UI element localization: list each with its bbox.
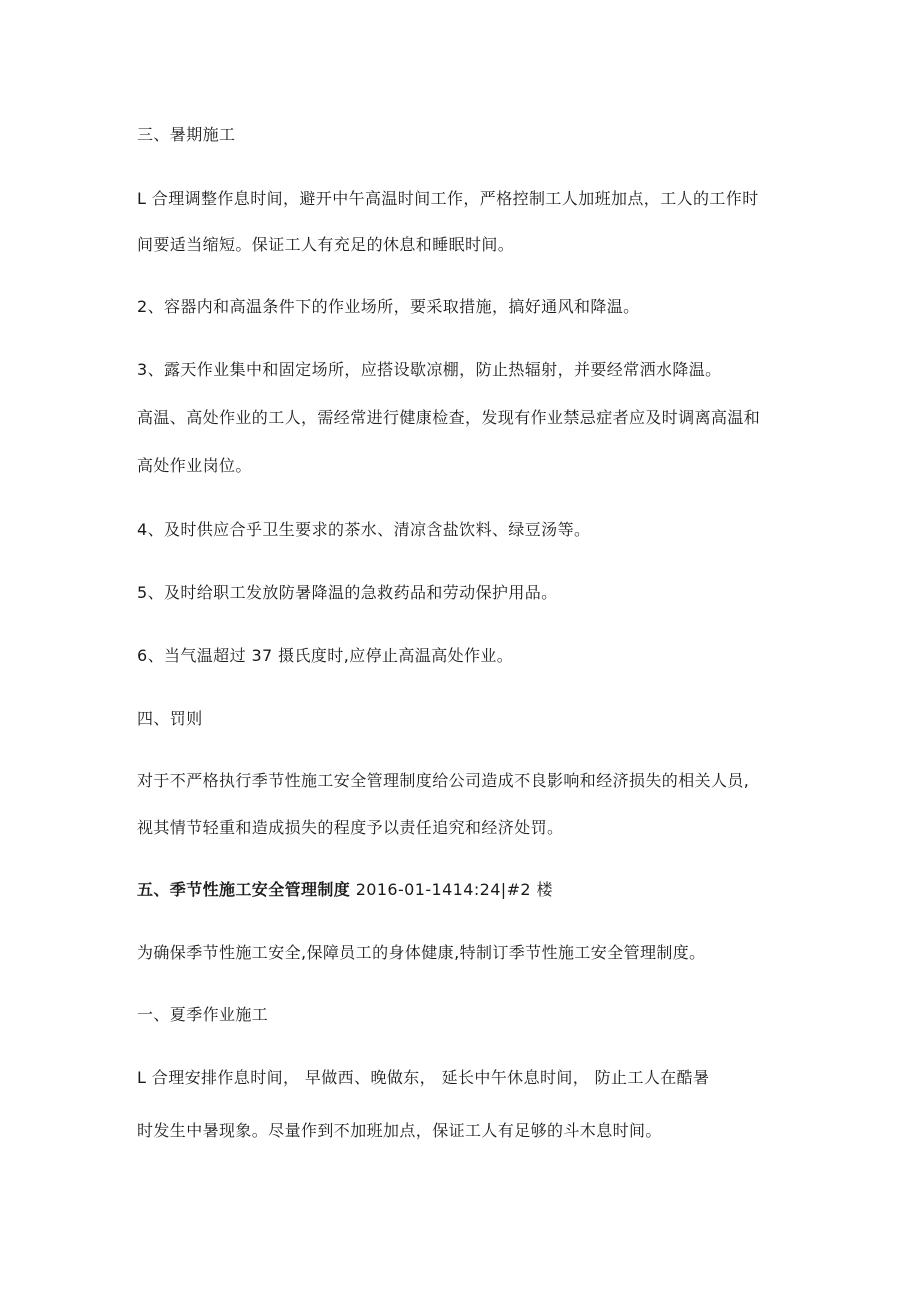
section-heading-penalties: 四、罚则 — [137, 709, 203, 728]
list-item-3: 3、露天作业集中和固定场所，应搭设歇凉棚，防止热辐射，并要经常洒水降温。 — [137, 360, 722, 379]
paragraph-line: 为确保季节性施工安全,保障员工的身体健康,特制订季节性施工安全管理制度。 — [137, 943, 706, 962]
paragraph-line: 高处作业岗位。 — [137, 456, 252, 475]
list-item-2: 2、容器内和高温条件下的作业场所，要采取措施，搞好通风和降温。 — [137, 297, 640, 316]
list-item-4: 4、及时供应合乎卫生要求的茶水、清凉含盐饮料、绿豆汤等。 — [137, 520, 591, 539]
paragraph-line: 间要适当缩短。保证工人有充足的休息和睡眠时间。 — [137, 235, 515, 254]
paragraph-line: 视其情节轻重和造成损失的程度予以责任追究和经济处罚。 — [137, 818, 564, 837]
paragraph-line: 时发生中暑现象。尽量作到不加班加点，保证工人有足够的斗木息时间。 — [137, 1121, 662, 1140]
heading-post-meta: 2016-01-1414:24|#2 楼 — [350, 880, 553, 899]
section-heading-summer-construction: 三、暑期施工 — [137, 125, 236, 144]
paragraph-line: 对于不严格执行季节性施工安全管理制度给公司造成不良影响和经济损失的相关人员, — [137, 771, 750, 790]
paragraph-line: 高温、高处作业的工人，需经常进行健康检查，发现有作业禁忌症者应及时调离高温和 — [137, 408, 761, 427]
paragraph-line: L 合理安排作息时间， 早做西、晚做东， 延长中午休息时间， 防止工人在酷暑 — [137, 1068, 710, 1087]
list-item-5: 5、及时给职工发放防暑降温的急救药品和劳动保护用品。 — [137, 583, 558, 602]
heading-bold-text: 五、季节性施工安全管理制度 — [137, 880, 351, 899]
paragraph-line: L 合理调整作息时间，避开中午高温时间工作，严格控制工人加班加点，工人的工作时 — [137, 189, 759, 208]
section-heading-seasonal-management — [137, 879, 553, 901]
section-heading-summer-work: 一、夏季作业施工 — [137, 1005, 269, 1024]
list-item-6: 6、当气温超过 37 摄氏度时,应停止高温高处作业。 — [137, 646, 514, 665]
